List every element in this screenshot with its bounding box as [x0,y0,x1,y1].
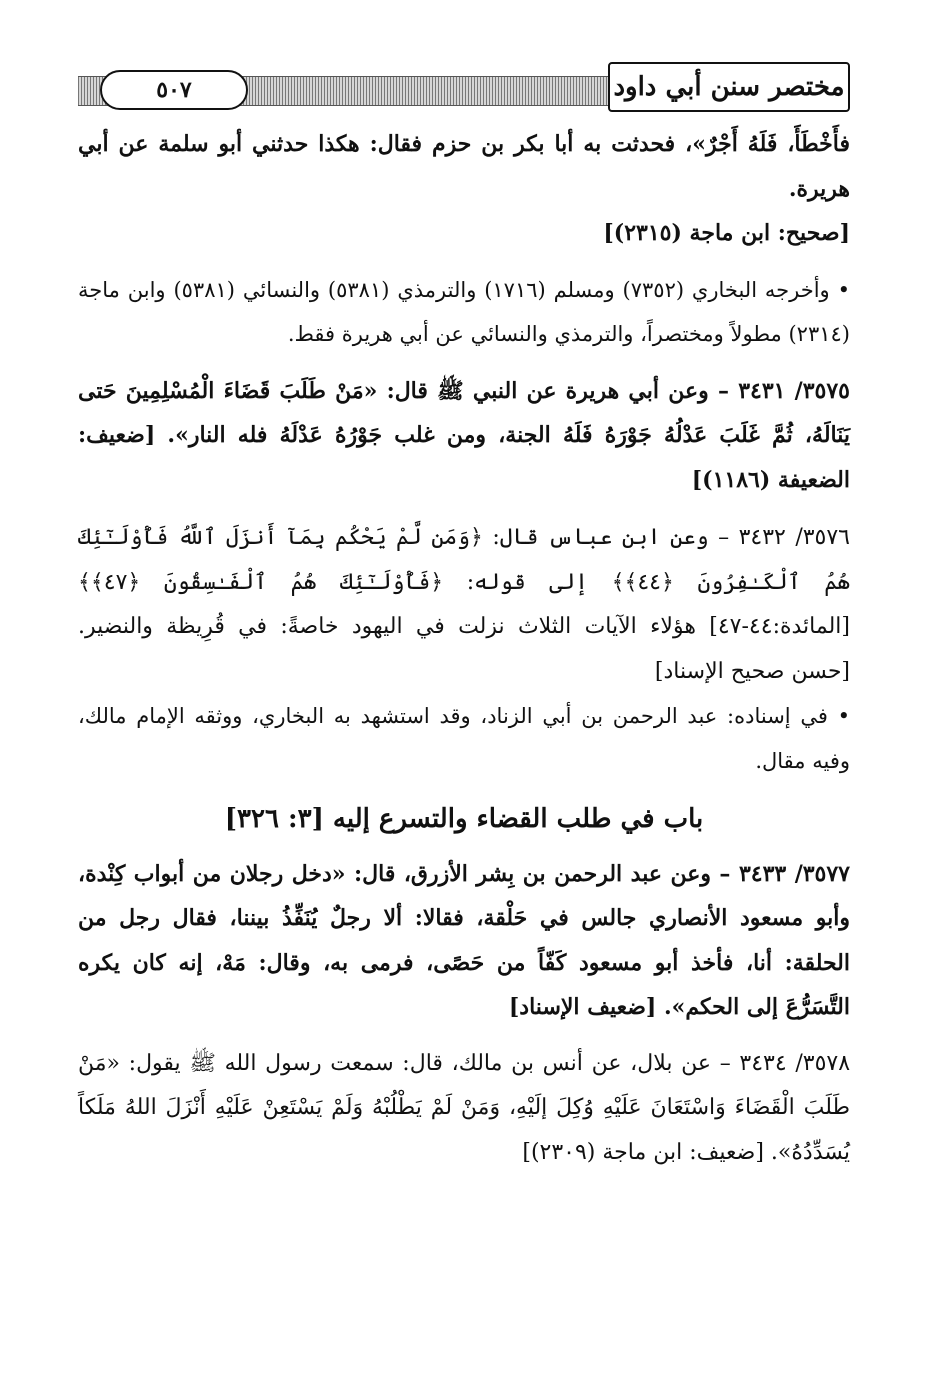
hadith-3578: ٣٥٧٨/ ٣٤٣٤ – عن بلال، عن أنس بن مالك، قال: سمعت رسول الله ﷺ يقول: «مَنْ طَلَبَ الْقَضَاءَ وَاسْتَعَانَ عَلَيْهِ وُكِلَ إلَيْهِ، وَمَنْ لَمْ يَطْلُبْهُ وَلَمْ يَسْتَعِنْ عَلَيْهِ أَنْزَلَ اللهُ مَلَكاً يُسَدِّدُهُ». [ضعيف: ابن ماجة (٢٣٠٩)] [78,1050,851,1165]
book-title: مختصر سنن أبي داود [608,62,850,112]
takhrij-note: • وأخرجه البخاري (٧٣٥٢) ومسلم (١٧١٦) والترمذي (٥٣٨١) والنسائي (٥٣٨١) وابن ماجة (٢٣١٤) مطولاً ومختصراً، والترمذي والنسائي عن أبي هريرة فقط. [78,268,850,357]
hadith-3575: ٣٥٧٥/ ٣٤٣١ – وعن أبي هريرة عن النبي ﷺ قال: «مَنْ طَلَبَ قَضَاءَ الْمُسْلِمِينَ حَتى يَنَالَهُ، ثُمَّ غَلَبَ عَدْلُهُ جَوْرَهُ فَلَهُ الجنة، ومن غلب جَوْرُهُ عَدْلَهُ فله النار». [ضعيف: الضعيفة (١١٨٦)] [78,377,850,493]
grading-note: [صحيح: ابن ماجة (٢٣١٥)] [603,220,850,246]
isnad-note: • في إسناده: عبد الرحمن بن أبي الزناد، وقد استشهد به البخاري، ووثقه الإمام مالك، وفيه مقال. [78,694,850,783]
hadith-continuation: فأَخْطَأَ، فَلَهُ أَجْرٌ»، فحدثت به أبا بكر بن حزم فقال: هكذا حدثني أبو سلمة عن أبي هريرة. [78,131,850,202]
hadith-3577: ٣٥٧٧/ ٣٤٣٣ – وعن عبد الرحمن بن بِشر الأزرق، قال: «دخل رجلان من أبواب كِنْدة، وأبو مسعود الأنصاري جالس في حَلْقة، فقالا: ألا رجلٌ يُنَفِّذُ بيننا، فقال رجل من الحلقة: أنا، فأخذ أبو مسعود كَفّاً من حَصًى، فرمى به، وقال: مَهْ، إنه كان يكره التَّسَرُّعَ إلى الحكم». [ضعيف الإسناد] [78,860,850,1020]
page-number: ٥٠٧ [100,70,248,110]
page-body [78,122,850,1175]
page-header [78,70,850,112]
hadith-3576: ٣٥٧٦/ ٣٤٣٢ – وعن ابن عباس قال: ﴿وَمَن لَّمْ يَحْكُم بِمَآ أَنزَلَ ٱللَّهُ فَأُوْلَـٰٓئِكَ هُمُ ٱلْكَـٰفِرُونَ ﴿٤٤﴾﴾ إلى قوله: ﴿فَأُوْلَـٰٓئِكَ هُمُ ٱلْفَـٰسِقُونَ ﴿٤٧﴾﴾ [المائدة:٤٤-٤٧] هؤلاء الآيات الثلاث نزلت في اليهود خاصةً: في قُرِيظة والنضير. [حسن صحيح الإسناد] [78,525,850,684]
chapter-heading: باب في طلب القضاء والتسرع إليه [٣: ٣٢٦] [224,804,704,834]
